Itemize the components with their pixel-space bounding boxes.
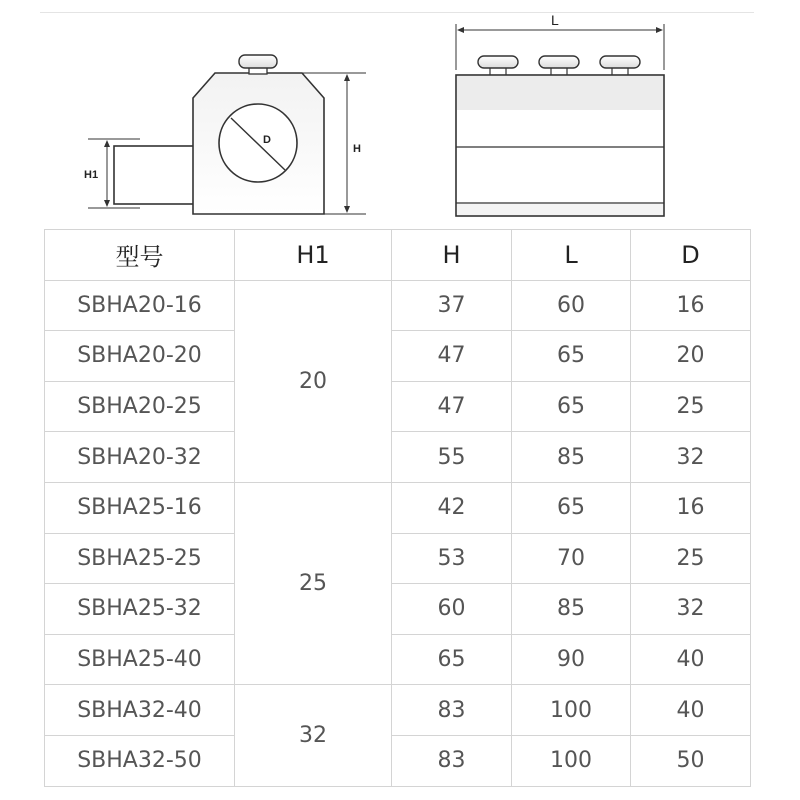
label-h: H xyxy=(353,143,361,155)
header-d: D xyxy=(631,230,751,281)
cell-model: SBHA25-25 xyxy=(45,533,235,584)
cell-d: 25 xyxy=(631,533,751,584)
cell-model: SBHA20-32 xyxy=(45,432,235,483)
header-h1: H1 xyxy=(235,230,392,281)
spec-table xyxy=(44,229,751,787)
cell-h: 47 xyxy=(392,331,512,382)
table-row xyxy=(45,685,751,736)
table-row xyxy=(45,482,751,533)
cell-d: 40 xyxy=(631,685,751,736)
cell-l: 60 xyxy=(512,280,631,331)
cell-l: 100 xyxy=(512,685,631,736)
side-view-drawing xyxy=(84,55,366,214)
side-view-bolt xyxy=(239,55,277,74)
cell-d: 25 xyxy=(631,381,751,432)
cell-d: 40 xyxy=(631,634,751,685)
cell-d: 32 xyxy=(631,584,751,635)
cell-l: 100 xyxy=(512,735,631,786)
cell-h1: 20 xyxy=(235,280,392,482)
cell-d: 16 xyxy=(631,482,751,533)
table-row xyxy=(45,533,751,584)
cell-h1: 25 xyxy=(235,482,392,684)
table-row xyxy=(45,280,751,331)
label-d: D xyxy=(263,134,271,146)
cell-h: 83 xyxy=(392,735,512,786)
front-view-bolts xyxy=(478,56,640,76)
cell-d: 20 xyxy=(631,331,751,382)
front-view-drawing xyxy=(456,12,664,216)
cell-l: 90 xyxy=(512,634,631,685)
cell-d: 50 xyxy=(631,735,751,786)
cell-model: SBHA20-20 xyxy=(45,331,235,382)
cell-h: 60 xyxy=(392,584,512,635)
table-row xyxy=(45,432,751,483)
table-header-row xyxy=(45,230,751,281)
cell-h: 65 xyxy=(392,634,512,685)
label-l: L xyxy=(551,12,559,28)
side-view-shaft xyxy=(114,146,194,204)
cell-model: SBHA20-25 xyxy=(45,381,235,432)
cell-h: 53 xyxy=(392,533,512,584)
cell-l: 65 xyxy=(512,482,631,533)
label-h1: H1 xyxy=(84,169,99,181)
bore-circle xyxy=(219,104,297,182)
table-row xyxy=(45,381,751,432)
cell-l: 85 xyxy=(512,584,631,635)
cell-h: 55 xyxy=(392,432,512,483)
technical-drawings xyxy=(0,0,800,228)
cell-model: SBHA32-40 xyxy=(45,685,235,736)
cell-model: SBHA20-16 xyxy=(45,280,235,331)
cell-h: 47 xyxy=(392,381,512,432)
cell-model: SBHA32-50 xyxy=(45,735,235,786)
cell-h: 37 xyxy=(392,280,512,331)
cell-l: 65 xyxy=(512,381,631,432)
cell-l: 70 xyxy=(512,533,631,584)
cell-h: 42 xyxy=(392,482,512,533)
cell-model: SBHA25-32 xyxy=(45,584,235,635)
table-row xyxy=(45,634,751,685)
header-h: H xyxy=(392,230,512,281)
cell-l: 65 xyxy=(512,331,631,382)
table-row xyxy=(45,584,751,635)
cell-d: 32 xyxy=(631,432,751,483)
cell-h: 83 xyxy=(392,685,512,736)
cell-h1: 32 xyxy=(235,685,392,786)
table-row xyxy=(45,331,751,382)
header-l: L xyxy=(512,230,631,281)
cell-model: SBHA25-40 xyxy=(45,634,235,685)
cell-model: SBHA25-16 xyxy=(45,482,235,533)
cell-d: 16 xyxy=(631,280,751,331)
header-model: 型号 xyxy=(45,230,235,281)
table-row xyxy=(45,735,751,786)
cell-l: 85 xyxy=(512,432,631,483)
